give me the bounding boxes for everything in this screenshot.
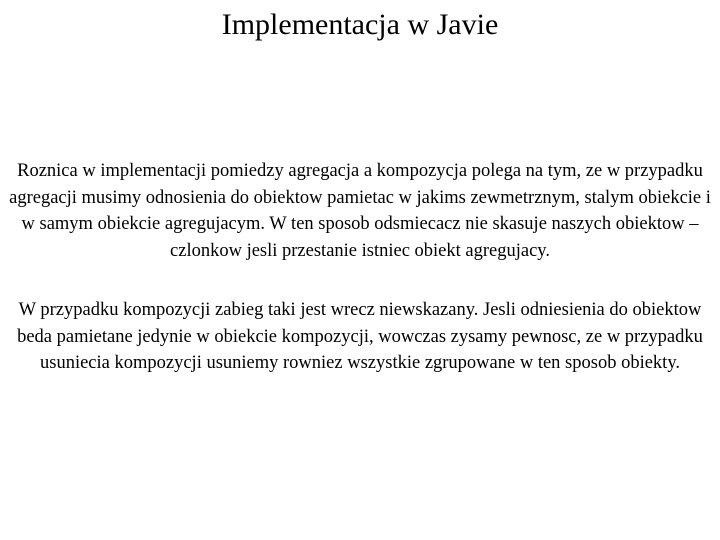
- paragraph-aggregation: Roznica w implementacji pomiedzy agregacja a kompozycja polega na tym, ze w przypadku agregacji musimy odnosienia do obiektow pamietac w jakims zewmetrznym, stalym obiekcie i w samym obiekcie agregujacym. W ten sposob odsmiecacz nie skasuje naszych obiektow – czlonkow jesli przestanie istniec obiekt agregujacy.: [9, 161, 711, 261]
- paragraph-composition: W przypadku kompozycji zabieg taki jest wrecz niewskazany. Jesli odniesienia do obiektow beda pamietane jedynie w obiekcie kompozycji, wowczas zysamy pewnosc, ze w przypadku usuniecia kompozycji usuniemy rowniez wszystkie zgrupowane w ten sposob obiekty.: [17, 300, 703, 373]
- slide-title: Implementacja w Javie: [221, 8, 499, 41]
